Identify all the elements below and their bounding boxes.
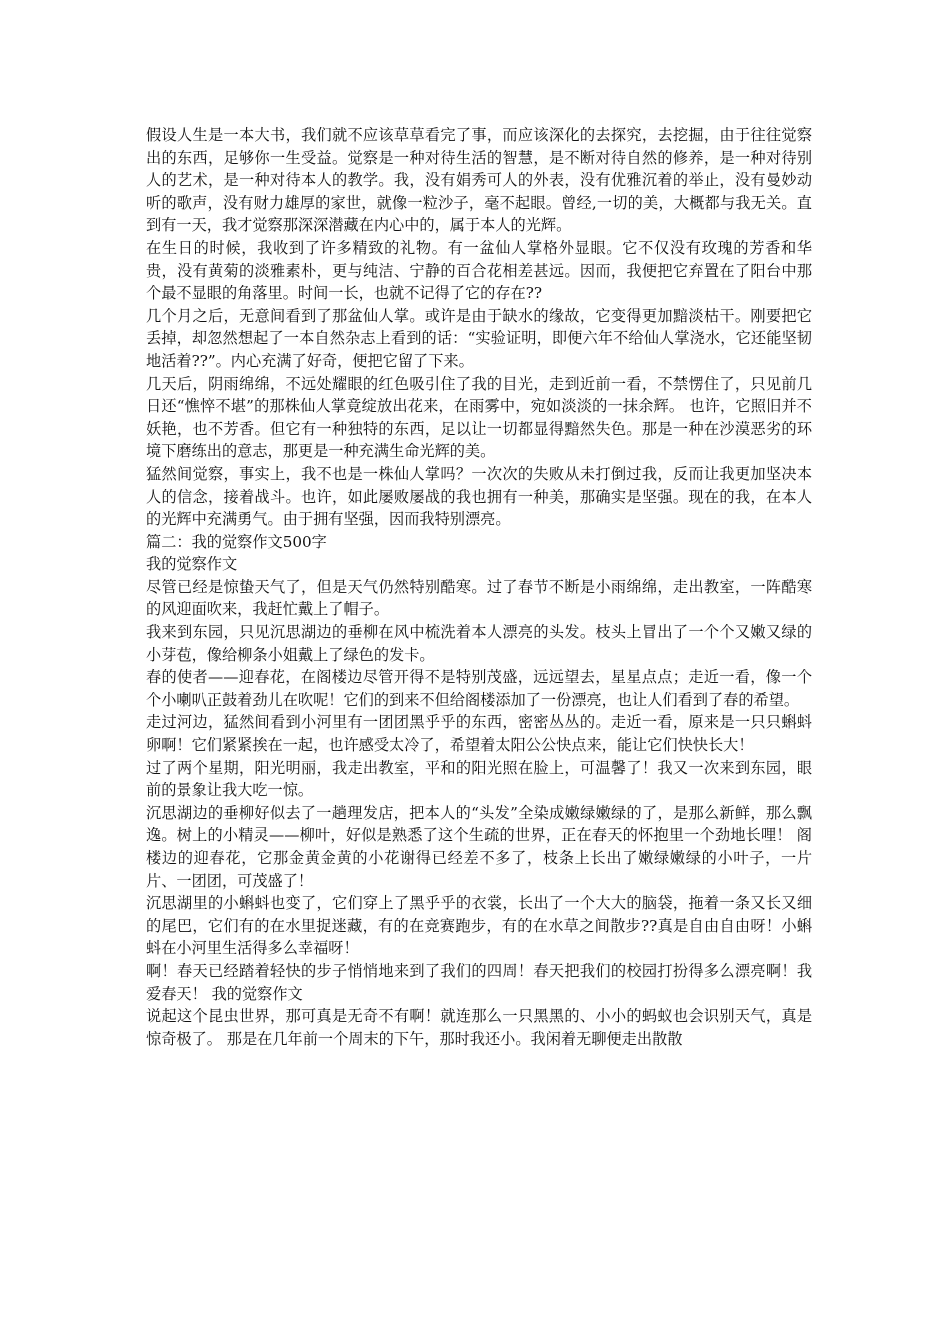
document-page bbox=[146, 124, 812, 1050]
paragraph-cold-weather: 尽管已经是惊蛰天气了，但是天气仍然特别酷寒。过了春节不断是小雨绵绵，走出教室，一阵酷寒的风迎面吹来，我赶忙戴上了帽子。 bbox=[146, 577, 812, 619]
paragraph-willow: 沉思湖边的垂柳好似去了一趟理发店，把本人的“头发”全染成嫩绿嫩绿的了，是那么新鲜，那么飘逸。树上的小精灵——柳叶，好似是熟悉了这个生疏的世界，正在春天的怀抱里一个劲地长哩！ 阁楼边的迎春花，它那金黄金黄的小花谢得已经差不多了，枝条上长出了嫩绿嫩绿的小叶子，一片片、一团团，可茂盛了！ bbox=[146, 803, 812, 890]
paragraph-intro: 假设人生是一本大书，我们就不应该草草看完了事，而应该深化的去探究，去挖掘，由于往往觉察出的东西，足够你一生受益。觉察是一种对待生活的智慧，是不断对待自然的修养，是一种对待别人的艺术，是一种对待本人的教学。我，没有娟秀可人的外表，没有优雅沉着的举止，没有曼妙动听的歌声，没有财力雄厚的家世，就像一粒沙子，毫不起眼。曾经,一切的美，大概都与我无关。直到有一天，我才觉察那深深潜藏在内心中的，属于本人的光辉。 bbox=[146, 126, 812, 235]
paragraph-birthday: 在生日的时候，我收到了许多精致的礼物。有一盆仙人掌格外显眼。它不仅没有玫瑰的芳香和华贵，没有黄菊的淡雅素朴，更与纯洁、宁静的百合花相差甚远。因而，我便把它弃置在了阳台中那个最不显眼的角落里。时间一长，也就不记得了它的存在?? bbox=[146, 238, 812, 303]
paragraph-two-weeks: 过了两个星期，阳光明丽，我走出教室，平和的阳光照在脸上，可温馨了！我又一次来到东园，眼前的景象让我大吃一惊。 bbox=[146, 758, 812, 800]
paragraph-tadpole-eggs: 走过河边，猛然间看到小河里有一团团黑乎乎的东西，密密丛丛的。走近一看，原来是一只只蝌蚪卵啊！它们紧紧挨在一起，也许感受太冷了，希望着太阳公公快点来，能让它们快快长大！ bbox=[146, 713, 812, 755]
paragraph-days-later: 几天后，阴雨绵绵，不远处耀眼的红色吸引住了我的目光，走到近前一看，不禁愣住了，只见前几日还“憔悴不堪”的那株仙人掌竟绽放出花来，在雨雾中，宛如淡淡的一抹余辉。 也许，它照旧并不妖艳，也不芳香。但它有一种独特的东西，足以让一切都显得黯然失色。那是一种在沙漠恶劣的环境下磨练出的意志，那更是一种充满生命光辉的美。 bbox=[146, 374, 812, 461]
paragraph-east-garden: 我来到东园，只见沉思湖边的垂柳在风中梳洗着本人漂亮的头发。枝头上冒出了一个个又嫩又绿的小芽苞，像给柳条小姐戴上了绿色的发卡。 bbox=[146, 623, 812, 664]
paragraph-spring: 啊！春天已经踏着轻快的步子悄悄地来到了我们的四周！春天把我们的校园打扮得多么漂亮啊！我爱春天！ 我的觉察作文 bbox=[146, 961, 812, 1003]
paragraph-insects: 说起这个昆虫世界，那可真是无奇不有啊！就连那么一只黑黑的、小小的蚂蚁也会识别天气，真是惊奇极了。 那是在几年前一个周末的下午，那时我还小。我闲着无聊便走出散散 bbox=[146, 1007, 812, 1048]
essay-title: 我的觉察作文 bbox=[146, 555, 238, 574]
paragraph-realization: 猛然间觉察，事实上，我不也是一株仙人掌吗？一次次的失败从未打倒过我，反而让我更加坚决本人的信念，接着战斗。也许，如此屡败屡战的我也拥有一种美，那确实是坚强。现在的我，在本人的光辉中充满勇气。由于拥有坚强，因而我特别漂亮。 bbox=[146, 464, 812, 529]
paragraph-winter-jasmine: 春的使者——迎春花，在阁楼边尽管开得不是特别茂盛，远远望去，星星点点；走近一看，像一个个小喇叭正鼓着劲儿在吹呢！它们的到来不但给阁楼添加了一份漂亮，也让人们看到了春的希望。 bbox=[146, 668, 812, 709]
paragraph-months-later: 几个月之后，无意间看到了那盆仙人掌。或许是由于缺水的缘故，它变得更加黯淡枯干。刚要把它丢掉，却忽然想起了一本自然杂志上看到的话：“实验证明，即便六年不给仙人掌浇水，它还能坚韧地活着??”。内心充满了好奇，便把它留了下来。 bbox=[146, 306, 812, 370]
section-heading-part-two: 篇二：我的觉察作文500字 bbox=[146, 532, 327, 551]
paragraph-tadpoles: 沉思湖里的小蝌蚪也变了，它们穿上了黑乎乎的衣裳，长出了一个大大的脑袋，拖着一条又长又细的尾巴，它们有的在水里捉迷藏，有的在竞赛跑步，有的在水草之间散步??真是自由自由呀！小蝌蚪在小河里生活得多么幸福呀！ bbox=[146, 894, 812, 958]
